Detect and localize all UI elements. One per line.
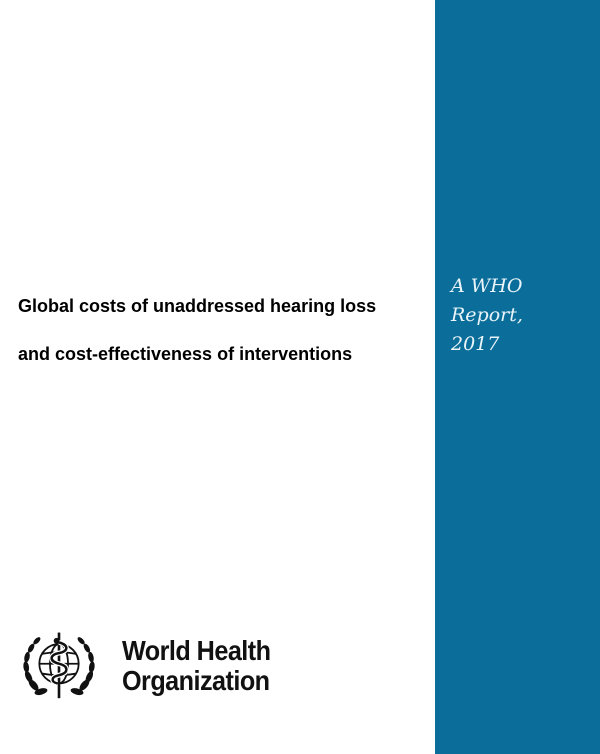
organization-name-line-2: Organization: [122, 665, 270, 696]
title-line-2: and cost-effectiveness of interventions: [18, 344, 353, 364]
subtitle-line-2: Report,: [451, 304, 523, 326]
title-line-1: Global costs of unaddressed hearing loss: [18, 296, 377, 316]
subtitle-line-3: 2017: [451, 333, 500, 355]
subtitle-line-1: A WHO: [451, 275, 523, 297]
report-subtitle: [451, 272, 591, 359]
cover-sidebar-band: [435, 0, 600, 754]
who-logo: [18, 626, 318, 708]
organization-name: [122, 636, 270, 696]
who-emblem-icon: [18, 626, 100, 708]
organization-name-line-1: World Health: [122, 635, 271, 666]
report-title: [18, 292, 428, 368]
